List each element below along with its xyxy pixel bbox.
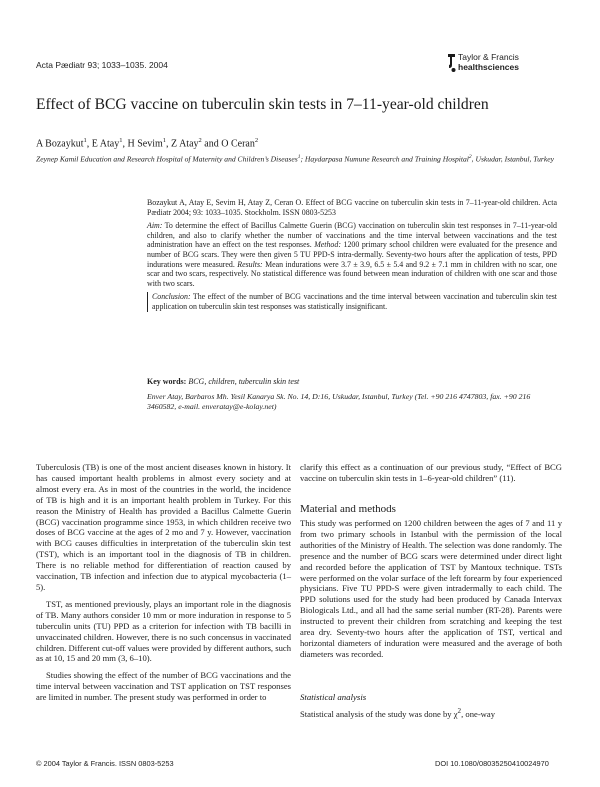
abstract (147, 198, 557, 316)
affiliations (36, 153, 556, 164)
chi-square-superscript: 2 (457, 707, 462, 715)
abstract-results-text: Mean indurations were 3.7 ± 3.9, 6.5 ± 5.4 and 9.2 ± 7.1 mm in children with no scar, one scar and two scars, respectively. No statistical difference was found between mean induration of children with one scar and those with two scars. (147, 259, 557, 288)
author-name: Z Atay (171, 138, 199, 150)
author-affiliation-mark: 1 (119, 137, 123, 144)
author-separator: , (166, 138, 172, 150)
article-title: Effect of BCG vaccine on tuberculin skin tests in 7–11-year-old children (36, 96, 489, 113)
author-name: E Atay (91, 138, 120, 150)
publisher-division: healthsciences (458, 61, 519, 72)
keywords-label: Key words: (147, 377, 187, 386)
affiliation-location: , Uskudar, Istanbul, Turkey (471, 154, 554, 164)
abstract-body (147, 221, 557, 288)
footer-doi: DOI 10.1080/08035250410024970 (435, 759, 549, 768)
author-name: A Bozaykut (36, 138, 84, 150)
author-affiliation-mark: 1 (83, 137, 87, 144)
body-paragraph: clarify this effect as a continuation of our previous study, “Effect of BCG vaccine on tuberculin skin tests in 1–6-year-old children” (11). (300, 462, 562, 483)
publisher-name: Taylor & Francis (458, 52, 519, 62)
stat-text-start: Statistical analysis of the study was done by χ (300, 708, 458, 719)
abstract-aim-text: To determine the effect of Bacillus Calmette Guerin (BCG) vaccination on tuberculin skin test responses in 7–11-year-old children, and also to clarify whether the number of vaccinations and the time interval between vaccinations and the test administration have an effect on the test responses. (147, 221, 557, 250)
body-left-column (36, 462, 291, 703)
body-paragraph: This study was performed on 1200 children between the ages of 7 and 11 y from two primary schools in Istanbul with the permission of the local authorities of the Ministry of Health. The selection was done randomly. The presence and the number of BCG scars were determined under direct light and recorded before the application of TST by Mantoux technique. TSTs were performed on the volar surface of the left forearm by four experienced physicians. Five TU PPD-S were given intradermally to each child. The PPD solutions used for the study had been produced by Canada Intervax Biologicals Ltd., and all had the same serial number (RT-28). Parents were instructed to prevent their children from scratching and keeping the test area dry. Seventy-two hours after the application of TST, vertical and horizontal diameters of induration were measured and the average of both diameters was recorded. (300, 518, 562, 659)
author-affiliation-mark: 2 (198, 137, 202, 144)
author-affiliation-mark: 1 (162, 137, 167, 144)
affiliation-2: Haydarpasa Numune Research and Training Hospital (304, 154, 469, 164)
body-paragraph: Tuberculosis (TB) is one of the most ancient diseases known in history. It has caused important health problems in almost every society and at almost every era. As in most of the countries in the world, the incidence of TB is high and it is an important health problem in Turkey. For this reason the Ministry of Health has provided a Bacillus Calmette Guerin (BCG) vaccination programme since 1953, in which children receive two doses of BCG vaccine at the ages of 2 mo and 7 y. However, vaccination with BCG causes difficulties in interpretation of the tuberculin skin test (TST), which is an important tool in the diagnosis of TB in children. There is no reliable method for differentiation of reaction caused by vaccination, TB infection and infection due to atypical mycobacteria (1–5). (36, 462, 291, 592)
abstract-conclusion (147, 292, 557, 311)
subsection-heading-statistics: Statistical analysis (300, 692, 367, 702)
abstract-citation: Bozaykut A, Atay E, Sevim H, Atay Z, Ceran O. Effect of BCG vaccine on tuberculin skin tests in 7–11-year-old children. Acta Pædiatr 2004; 93: 1033–1035. Stockholm. ISSN 0803-5253 (147, 198, 557, 217)
author-list (36, 137, 258, 149)
body-right-column-intro (300, 462, 562, 484)
footer-copyright: © 2004 Taylor & Francis. ISSN 0803-5253 (36, 759, 174, 768)
keywords (147, 377, 299, 386)
body-paragraph (300, 706, 562, 720)
body-paragraph: Studies showing the effect of the number of BCG vaccinations and the time interval between vaccination and TST application on TST responses are limited in number. The present study was performed in order to (36, 670, 291, 703)
affiliation-mark: 2 (468, 154, 472, 160)
affiliation-1: Zeynep Kamil Education and Research Hospital of Maternity and Children’s Diseases (36, 154, 298, 164)
abstract-aim-label: Aim: (147, 221, 163, 231)
author-separator: , (122, 138, 128, 150)
body-paragraph: TST, as mentioned previously, plays an important role in the diagnosis of TB. Many authors consider 10 mm or more induration in response to 5 tuberculin units (TU) PPD as a criterion for infection with TB bacilli in unvaccinated children. However, there is no such concensus in vaccinated children. Different cut-off values were provided by different authors, such as at 10, 15 and 20 mm (3, 6–10). (36, 598, 291, 664)
abstract-conclusion-label: Conclusion: (152, 292, 191, 302)
author-separator: and (201, 138, 222, 150)
affiliation-separator: ; (300, 154, 305, 164)
abstract-conclusion-text: The effect of the number of BCG vaccinations and the time interval between vaccination and tuberculin skin test application on tuberculin skin test responses was statistically insignificant. (152, 292, 557, 311)
publisher-logo (446, 53, 566, 75)
publisher-logo-icon (446, 53, 457, 73)
author-name: H Sevim (127, 138, 163, 150)
body-statistics-text (300, 706, 562, 720)
author-separator: , (86, 138, 92, 150)
author-affiliation-mark: 2 (254, 137, 259, 144)
section-heading-methods: Material and methods (300, 503, 396, 515)
correspondence-address: Enver Atay, Barbaros Mh. Yesil Kanarya Sk. No. 14, D:16, Uskudar, Istanbul, Turkey (Tel. +90 216 4747803, fax. +90 216 3460582, e-mail. enveratay@e-kolay.net) (147, 392, 531, 411)
author-name: O Ceran (221, 138, 255, 150)
abstract-method-label: Method: (314, 240, 341, 250)
affiliation-mark: 1 (297, 154, 301, 160)
journal-citation-line: Acta Pædiatr 93; 1033–1035. 2004 (36, 60, 168, 70)
body-methods-text (300, 518, 562, 660)
abstract-results-label: Results: (237, 259, 263, 269)
abstract-method-text: 1200 primary school children were evaluated for the presence and number of BCG scars. They were then given 5 TU PPD-S intra-dermally. Seventy-two hours after the application of tests, PPD indurations were measured. (147, 240, 557, 269)
keywords-text: BCG, children, tuberculin skin test (186, 377, 300, 386)
stat-text-end: , one-way (461, 708, 495, 719)
